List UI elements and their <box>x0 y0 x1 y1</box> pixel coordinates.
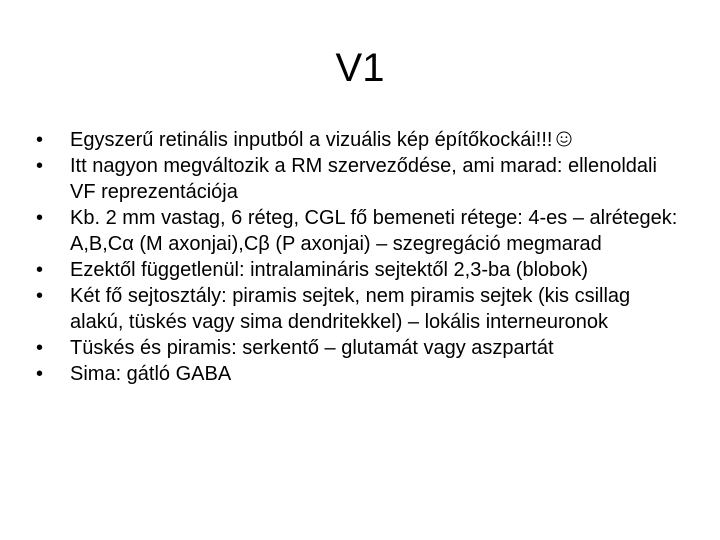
bullet-item <box>36 205 686 257</box>
bullet-item <box>36 153 686 205</box>
bullet-item <box>36 335 686 361</box>
bullet-item <box>36 127 686 153</box>
bullet-text: Ezektől függetlenül: intralamináris sejtektől 2,3-ba (blobok) <box>70 259 589 281</box>
bullet-text: Kb. 2 mm vastag, 6 réteg, CGL fő bemeneti rétege: 4-es – alrétegek: A,B,Cα (M axonjai),Cβ (P axonjai) – szegregáció megmarad <box>70 207 678 255</box>
bullet-item <box>36 361 686 387</box>
bullet-marker: • <box>36 155 44 177</box>
bullet-text <box>70 127 686 153</box>
bullet-text: Sima: gátló GABA <box>70 363 232 385</box>
bullet-text: Tüskés és piramis: serkentő – glutamát vagy aszpartát <box>70 337 554 359</box>
bullet-text: Két fő sejtosztály: piramis sejtek, nem piramis sejtek (kis csillag alakú, tüskés vagy sima dendritekkel) – lokális interneuronok <box>70 285 631 333</box>
bullet-text-content: Egyszerű retinális inputból a vizuális kép építőkockái!!! <box>70 129 553 151</box>
smiley-icon <box>556 131 572 147</box>
bullet-marker: • <box>36 363 44 385</box>
bullet-item <box>36 283 686 335</box>
bullet-item <box>36 257 686 283</box>
bullet-marker: • <box>36 259 44 281</box>
bullet-marker: • <box>36 285 44 307</box>
bullet-list <box>36 127 686 387</box>
slide-title: V1 <box>335 46 385 90</box>
bullet-marker: • <box>36 129 44 151</box>
bullet-marker: • <box>36 337 44 359</box>
bullet-marker: • <box>36 207 44 229</box>
bullet-text: Itt nagyon megváltozik a RM szerveződése, ami marad: ellenoldali VF reprezentációja <box>70 155 657 203</box>
